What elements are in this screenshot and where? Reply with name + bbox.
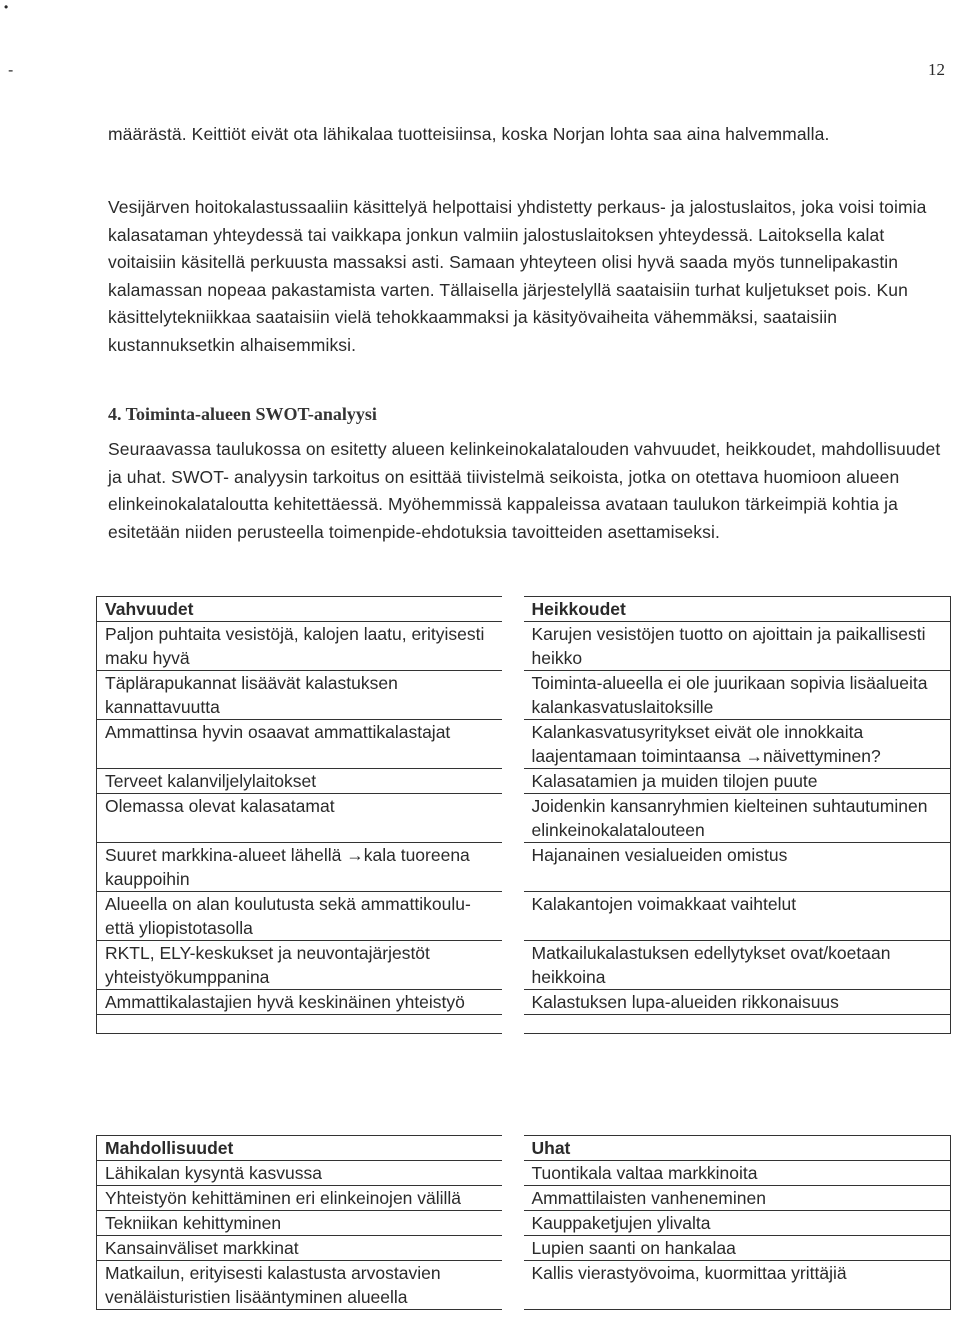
margin-mark: • <box>4 0 9 14</box>
cell-right: Hajanainen vesialueiden omistus <box>524 843 951 892</box>
table-row <box>97 843 951 892</box>
table-row <box>97 1261 951 1310</box>
cell-right: Kalastuksen lupa-alueiden rikkonaisuus <box>524 990 951 1015</box>
table-row <box>97 1211 951 1236</box>
swot-table-strengths-weaknesses <box>96 596 951 1034</box>
cell-right: Tuontikala valtaa markkinoita <box>524 1161 951 1186</box>
cell-left: Kansainväliset markkinat <box>97 1236 502 1261</box>
cell-right: Lupien saanti on hankalaa <box>524 1236 951 1261</box>
header-weaknesses: Heikkoudet <box>524 597 951 622</box>
cell-right: Karujen vesistöjen tuotto on ajoittain ja paikallisesti heikko <box>524 622 951 671</box>
header-threats: Uhat <box>524 1136 951 1161</box>
cell-right: Matkailukalastuksen edellytykset ovat/koetaan heikkoina <box>524 941 951 990</box>
header-strengths: Vahvuudet <box>97 597 502 622</box>
cell-left: Tekniikan kehittyminen <box>97 1211 502 1236</box>
table-row <box>97 941 951 990</box>
cell-right: Joidenkin kansanryhmien kielteinen suhtautuminen elinkeinokalatalouteen <box>524 794 951 843</box>
paragraph-intro: määrästä. Keittiöt eivät ota lähikalaa tuotteisiinsa, koska Norjan lohta saa aina halvemmalla. <box>108 124 830 144</box>
header-opportunities: Mahdollisuudet <box>97 1136 502 1161</box>
page-number: 12 <box>928 60 945 79</box>
cell-right: Ammattilaisten vanheneminen <box>524 1186 951 1211</box>
cell-left: Ammattikalastajien hyvä keskinäinen yhteistyö <box>97 990 502 1015</box>
margin-mark: - <box>8 62 14 79</box>
swot-table-opportunities-threats <box>96 1135 951 1310</box>
table-row-empty <box>97 1015 951 1034</box>
cell-right: Kalakantojen voimakkaat vaihtelut <box>524 892 951 941</box>
cell-right: Kalankasvatusyritykset eivät ole innokkaita laajentamaan toimintaansa →näivettyminen? <box>524 720 951 769</box>
cell-right: Toiminta-alueella ei ole juurikaan sopivia lisäalueita kalankasvatuslaitoksille <box>524 671 951 720</box>
table-row <box>97 1236 951 1261</box>
cell-right: Kalasatamien ja muiden tilojen puute <box>524 769 951 794</box>
paragraph-processing: Vesijärven hoitokalastussaaliin käsittelyä helpottaisi yhdistetty perkaus- ja jalostuslaitos, joka voisi toimia kalasataman yhteydessä tai vaikkapa jonkun valmiin jalostuslaitoksen yhteydessä. Laitoksella kalat voitaisiin käsitellä perkuusta massaksi asti. Samaan yhteyteen olisi hyvä saada myös tunnelipakastin kalamassan nopeaa pakastamista varten. Tällaisella järjestelyllä saataisiin turhat kuljetukset pois. Kun käsittelytekniikkaa saataisiin vielä tehokkaammaksi ja käsityövaiheita vähemmäksi, saataisiin kustannuksetkin alhaisemmiksi. <box>108 197 927 355</box>
table-row <box>97 622 951 671</box>
table-row <box>97 720 951 769</box>
cell-left: Alueella on alan koulutusta sekä ammattikoulu- että yliopistotasolla <box>97 892 502 941</box>
table-row <box>97 794 951 843</box>
cell-left: RKTL, ELY-keskukset ja neuvontajärjestöt yhteistyökumppanina <box>97 941 502 990</box>
cell-right: Kallis vierastyövoima, kuormittaa yrittäjiä <box>524 1261 951 1310</box>
cell-left: Paljon puhtaita vesistöjä, kalojen laatu, erityisesti maku hyvä <box>97 622 502 671</box>
cell-left: Yhteistyön kehittäminen eri elinkeinojen välillä <box>97 1186 502 1211</box>
table-row <box>97 1161 951 1186</box>
cell-left: Matkailun, erityisesti kalastusta arvostavien venäläisturistien lisääntyminen alueella <box>97 1261 502 1310</box>
cell-left: Ammattinsa hyvin osaavat ammattikalastajat <box>97 720 502 769</box>
table-row <box>97 892 951 941</box>
cell-left: Olemassa olevat kalasatamat <box>97 794 502 843</box>
section-heading: 4. Toiminta-alueen SWOT-analyysi <box>108 404 377 424</box>
cell-left: Täplärapukannat lisäävät kalastuksen kannattavuutta <box>97 671 502 720</box>
cell-left: Lähikalan kysyntä kasvussa <box>97 1161 502 1186</box>
table-row <box>97 769 951 794</box>
table-row <box>97 1186 951 1211</box>
table-row <box>97 671 951 720</box>
table-row <box>97 990 951 1015</box>
cell-right: Kauppaketjujen ylivalta <box>524 1211 951 1236</box>
paragraph-swot-intro: Seuraavassa taulukossa on esitetty alueen kelinkeinokalatalouden vahvuudet, heikkoudet, mahdollisuudet ja uhat. SWOT- analyysin tarkoitus on esittää tiivistelmä seikoista, jotka on otettava huomioon alueen elinkeinokalataloutta kehitettäessä. Myöhemmissä kappaleissa avataan taulukon tärkeimpiä kohtia ja esitetään niiden perusteella toimenpide-ehdotuksia tavoitteiden asettamiseksi. <box>108 439 941 542</box>
cell-left: Terveet kalanviljelylaitokset <box>97 769 502 794</box>
cell-left: Suuret markkina-alueet lähellä →kala tuoreena kauppoihin <box>97 843 502 892</box>
